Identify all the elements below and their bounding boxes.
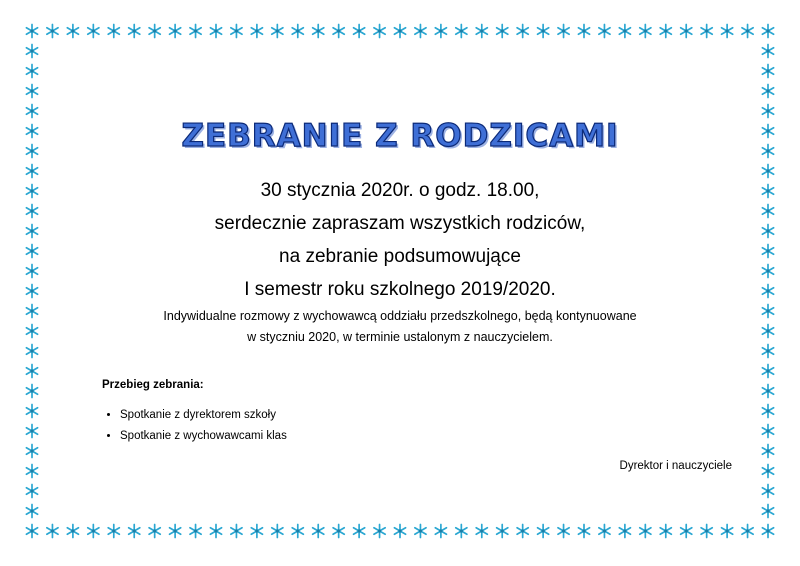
invitation-line: serdecznie zapraszam wszystkich rodziców, [214, 213, 586, 234]
snowflake-icon [599, 25, 610, 38]
snowflake-icon [210, 25, 221, 38]
snowflake-icon [701, 525, 712, 538]
snowflake-icon [660, 25, 671, 38]
snowflake-icon [26, 45, 37, 58]
snowflake-icon [374, 525, 385, 538]
snowflake-icon [762, 105, 773, 118]
snowflake-icon [292, 525, 303, 538]
snowflake-icon [762, 525, 773, 538]
snowflake-icon [26, 85, 37, 98]
snowflake-icon [681, 525, 692, 538]
snowflake-icon [26, 445, 37, 458]
snowflake-icon [272, 25, 283, 38]
snowflake-icon [26, 105, 37, 118]
snowflake-icon [619, 25, 630, 38]
snowflake-icon [26, 385, 37, 398]
snowflake-icon [762, 85, 773, 98]
snowflake-icon [67, 525, 78, 538]
snowflake-icon [26, 345, 37, 358]
snowflake-icon [722, 25, 733, 38]
snowflake-icon [742, 25, 753, 38]
snowflake-icon [742, 525, 753, 538]
snowflake-icon [26, 405, 37, 418]
snowflake-icon [26, 505, 37, 518]
snowflake-icon [26, 65, 37, 78]
snowflake-icon [762, 45, 773, 58]
snowflake-icon [762, 445, 773, 458]
snowflake-icon [170, 25, 181, 38]
snowflake-icon [660, 525, 671, 538]
snowflake-icon [251, 25, 262, 38]
snowflake-icon [701, 25, 712, 38]
snowflake-icon [26, 525, 37, 538]
snowflake-icon [558, 25, 569, 38]
snowflake-icon [517, 25, 528, 38]
snowflake-icon [354, 25, 365, 38]
snowflake-icon [762, 25, 773, 38]
date-line: 30 stycznia 2020r. o godz. 18.00, [260, 180, 540, 201]
snowflake-icon [762, 65, 773, 78]
snowflake-icon [394, 25, 405, 38]
snowflake-icon [313, 525, 324, 538]
snowflake-icon [149, 25, 160, 38]
snowflake-icon [640, 25, 651, 38]
snowflake-icon [599, 525, 610, 538]
snowflake-icon [681, 25, 692, 38]
snowflake-icon [640, 525, 651, 538]
snowflake-icon [292, 25, 303, 38]
snowflake-icon [435, 525, 446, 538]
snowflake-icon [722, 525, 733, 538]
snowflake-icon [435, 25, 446, 38]
snowflake-icon [333, 25, 344, 38]
snowflake-icon [108, 525, 119, 538]
agenda-heading: Przebieg zebrania: [102, 379, 204, 391]
snowflake-icon [272, 525, 283, 538]
snowflake-icon [374, 25, 385, 38]
snowflake-icon [190, 25, 201, 38]
snowflake-icon [762, 465, 773, 478]
snowflake-icon [88, 525, 99, 538]
snowflake-icon [26, 465, 37, 478]
snowflake-icon [333, 525, 344, 538]
snowflake-icon [394, 525, 405, 538]
snowflake-icon [497, 25, 508, 38]
snowflake-icon [762, 365, 773, 378]
snowflake-icon [129, 525, 140, 538]
page-title: ZEBRANIE Z RODZICAMI [181, 118, 619, 154]
snowflake-icon [762, 485, 773, 498]
snowflake-icon [354, 525, 365, 538]
snowflake-icon [476, 25, 487, 38]
snowflake-icon [415, 25, 426, 38]
snowflake-icon [149, 525, 160, 538]
snowflake-icon [762, 425, 773, 438]
snowflake-icon [26, 365, 37, 378]
note-line-2: w styczniu 2020, w terminie ustalonym z nauczycielem. [247, 330, 553, 344]
agenda-item: • Spotkanie z wychowawcami klas [120, 426, 287, 447]
snowflake-icon [476, 525, 487, 538]
snowflake-icon [251, 525, 262, 538]
snowflake-icon [538, 525, 549, 538]
snowflake-icon [67, 25, 78, 38]
snowflake-icon [129, 25, 140, 38]
snowflake-icon [108, 25, 119, 38]
snowflake-icon [231, 525, 242, 538]
snowflake-icon [762, 385, 773, 398]
snowflake-icon [170, 525, 181, 538]
snowflake-icon [762, 505, 773, 518]
snowflake-icon [88, 25, 99, 38]
meeting-line: na zebranie podsumowujące [279, 246, 521, 267]
snowflake-icon [762, 405, 773, 418]
snowflake-icon [231, 25, 242, 38]
semester-line: I semestr roku szkolnego 2019/2020. [244, 279, 556, 300]
agenda-item: • Spotkanie z dyrektorem szkoły [120, 405, 287, 426]
snowflake-icon [517, 525, 528, 538]
snowflake-icon [497, 525, 508, 538]
snowflake-icon [415, 525, 426, 538]
snowflake-icon [47, 525, 58, 538]
snowflake-icon [190, 525, 201, 538]
snowflake-icon [313, 25, 324, 38]
snowflake-icon [26, 25, 37, 38]
snowflake-icon [762, 345, 773, 358]
agenda-list [98, 405, 287, 447]
signature: Dyrektor i nauczyciele [619, 460, 732, 472]
snowflake-icon [578, 25, 589, 38]
snowflake-icon [762, 165, 773, 178]
snowflake-icon [538, 25, 549, 38]
snowflake-icon [26, 485, 37, 498]
snowflake-icon [558, 525, 569, 538]
snowflake-icon [210, 525, 221, 538]
snowflake-icon [619, 525, 630, 538]
snowflake-icon [456, 525, 467, 538]
snowflake-icon [26, 425, 37, 438]
snowflake-icon [578, 525, 589, 538]
snowflake-icon [47, 25, 58, 38]
snowflake-icon [456, 25, 467, 38]
snowflake-icon [26, 165, 37, 178]
note-line-1: Indywidualne rozmowy z wychowawcą oddziału przedszkolnego, będą kontynuowane [163, 309, 637, 323]
